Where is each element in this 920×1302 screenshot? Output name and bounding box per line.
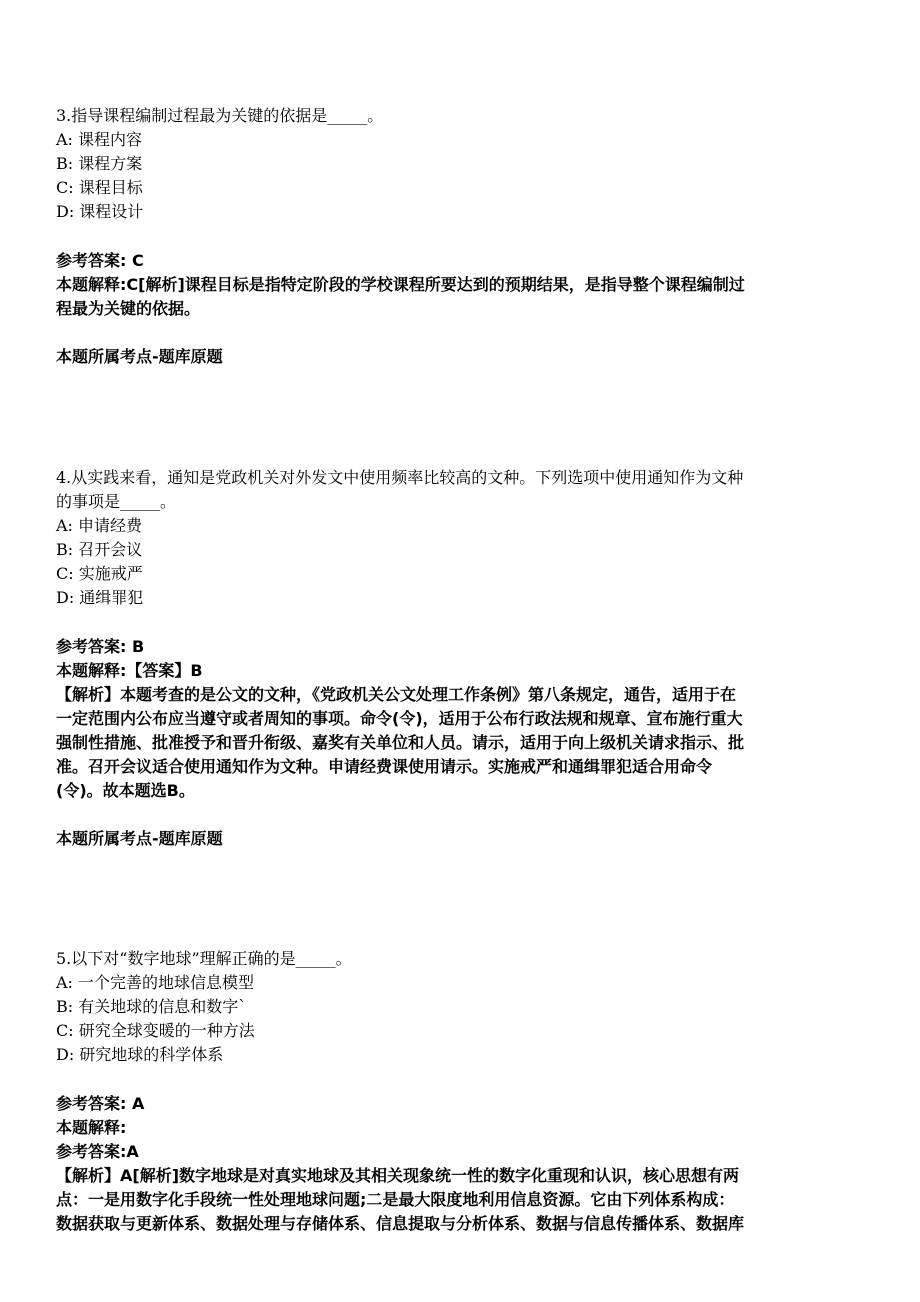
- option-c: C: 研究全球变暖的一种方法: [56, 1021, 255, 1040]
- option-b: B: 课程方案: [56, 154, 143, 173]
- option-c: C: 实施戒严: [56, 564, 143, 583]
- answer: 参考答案: C: [56, 251, 144, 270]
- explanation-line: 强制性措施、批准授予和晋升衔级、嘉奖有关单位和人员。请示，适用于向上级机关请求指示、批: [56, 733, 745, 752]
- topic-tag: 本题所属考点-题库原题: [56, 829, 223, 848]
- explanation-line: 【解析】A[解析]数字地球是对真实地球及其相关现象统一性的数字化重现和认识，核心思想有两: [56, 1166, 740, 1185]
- explanation-line: 本题解释:: [56, 1118, 127, 1137]
- answer: 参考答案: A: [56, 1094, 145, 1113]
- question-stem: 的事项是_____。: [56, 492, 177, 511]
- explanation-line: 本题解释:C[解析]课程目标是指特定阶段的学校课程所要达到的预期结果，是指导整个课程编制过: [56, 275, 745, 294]
- explanation-line: 数据获取与更新体系、数据处理与存储体系、信息提取与分析体系、数据与信息传播体系、数据库: [56, 1214, 745, 1233]
- option-c: C: 课程目标: [56, 178, 143, 197]
- explanation-line: 【解析】本题考查的是公文的文种，《党政机关公文处理工作条例》第八条规定，通告，适用于在: [56, 685, 737, 704]
- option-a: A: 申请经费: [56, 516, 143, 535]
- question-stem: 3.指导课程编制过程最为关键的依据是_____。: [56, 106, 384, 125]
- option-a: A: 课程内容: [56, 130, 143, 149]
- explanation-line: 点：一是用数字化手段统一性处理地球问题;二是最大限度地利用信息资源。它由下列体系构成：: [56, 1190, 735, 1209]
- option-d: D: 研究地球的科学体系: [56, 1045, 224, 1064]
- option-a: A: 一个完善的地球信息模型: [56, 973, 255, 992]
- option-d: D: 课程设计: [56, 202, 144, 221]
- explanation-line: (令)。故本题选B。: [56, 781, 195, 800]
- option-b: B: 召开会议: [56, 540, 143, 559]
- explanation-line: 程最为关键的依据。: [56, 299, 201, 318]
- explanation-line: 准。召开会议适合使用通知作为文种。申请经费课使用请示。实施戒严和通缉罪犯适合用命令: [56, 757, 713, 776]
- question-stem: 5.以下对“数字地球”理解正确的是_____。: [56, 949, 352, 968]
- answer: 参考答案: B: [56, 637, 145, 656]
- option-b: B: 有关地球的信息和数字`: [56, 997, 247, 1016]
- explanation-line: 参考答案:A: [56, 1142, 139, 1161]
- question-stem: 4.从实践来看，通知是党政机关对外发文中使用频率比较高的文种。下列选项中使用通知作为文种: [56, 468, 744, 487]
- topic-tag: 本题所属考点-题库原题: [56, 347, 223, 366]
- option-d: D: 通缉罪犯: [56, 588, 144, 607]
- explanation-line: 本题解释:【答案】B: [56, 661, 203, 680]
- explanation-line: 一定范围内公布应当遵守或者周知的事项。命令(令)，适用于公布行政法规和规章、宣布施行重大: [56, 709, 743, 728]
